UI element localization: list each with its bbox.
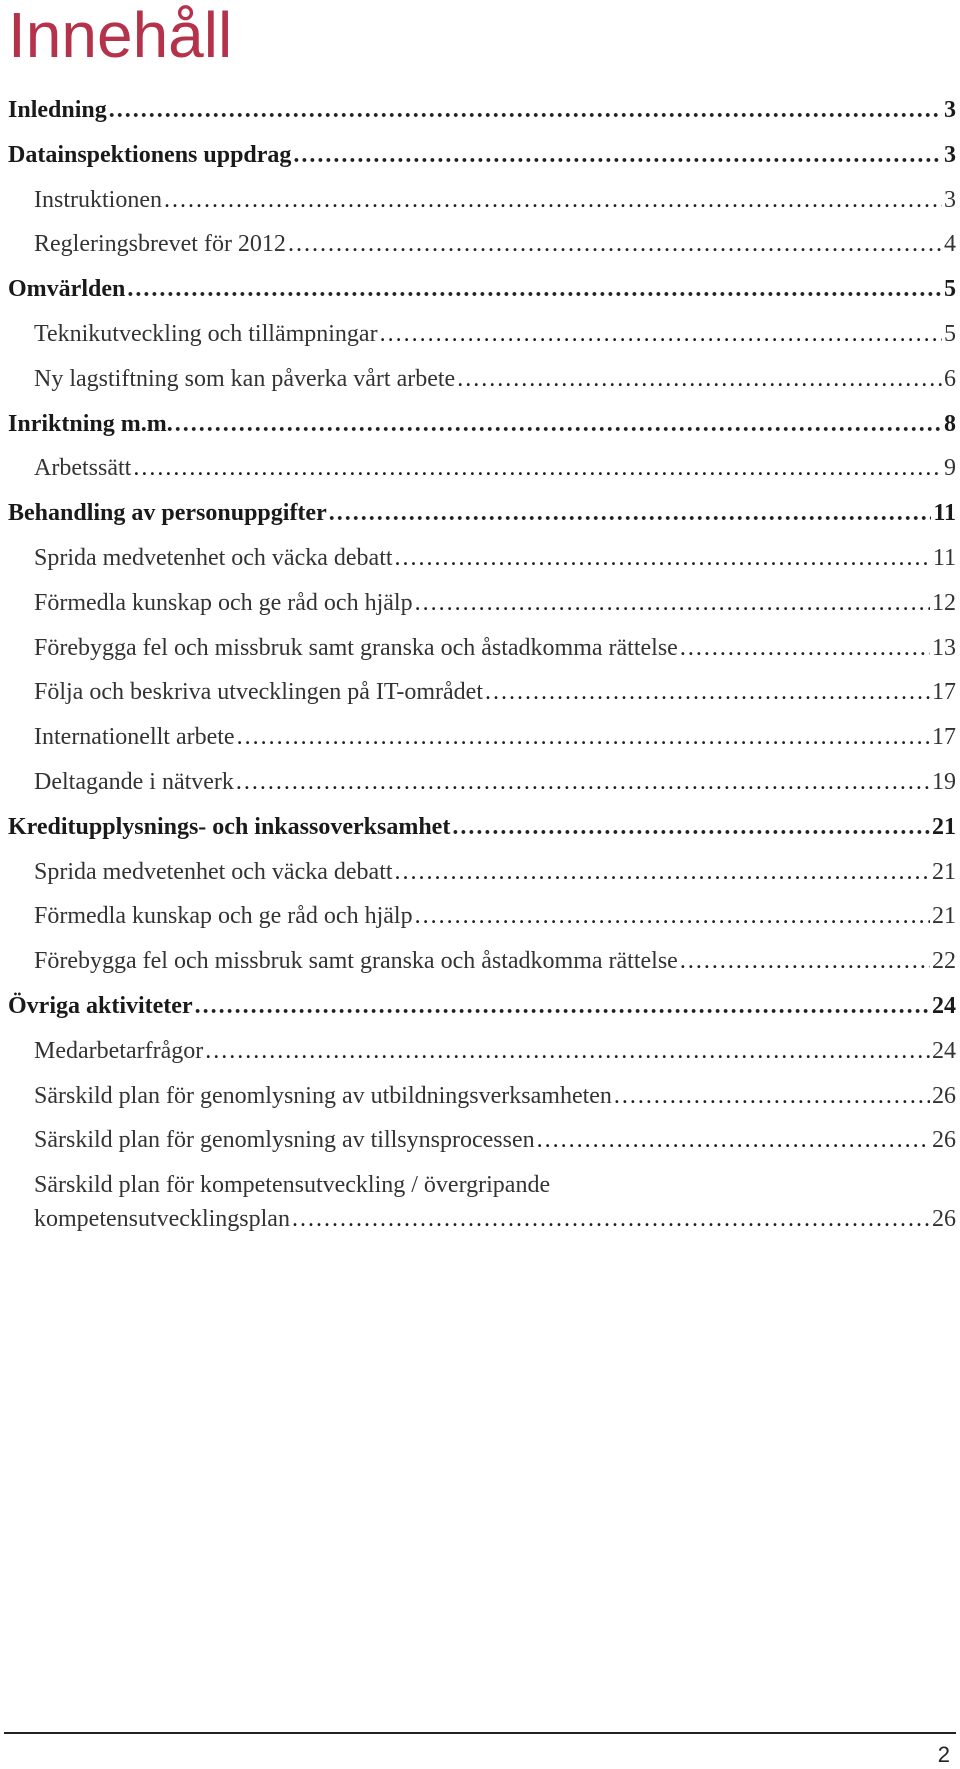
toc-entry-page: 3: [944, 186, 956, 213]
toc-dot-leader: [485, 676, 930, 708]
toc-entry-title: Regleringsbrevet för 2012: [34, 231, 286, 258]
toc-entry-page: 26: [932, 1127, 956, 1154]
toc-subsection-entry[interactable]: [8, 1035, 956, 1067]
toc-dot-leader: [329, 497, 932, 529]
toc-dot-leader: [236, 766, 930, 798]
toc-section-entry[interactable]: [8, 811, 956, 843]
toc-subsection-entry[interactable]: [8, 318, 956, 350]
toc-subsection-entry[interactable]: [8, 900, 956, 932]
toc-entry-title: Arbetssätt: [34, 455, 132, 482]
toc-subsection-entry[interactable]: [8, 452, 956, 484]
toc-entry-page: 8: [944, 410, 956, 437]
toc-entry-page: 4: [944, 231, 956, 258]
toc-entry-title: Datainspektionens uppdrag: [8, 141, 292, 168]
toc-dot-leader: [127, 273, 942, 305]
toc-entry-page: 21: [932, 813, 956, 840]
toc-entry-title: Medarbetarfrågor: [34, 1037, 204, 1064]
toc-subsection-entry[interactable]: [8, 184, 956, 216]
toc-subsection-entry[interactable]: [8, 1080, 956, 1112]
toc-dot-leader: [292, 1203, 930, 1235]
toc-entry-page: 21: [932, 903, 956, 930]
toc-dot-leader: [452, 811, 930, 843]
toc-section-entry[interactable]: [8, 497, 956, 529]
page-number: 2: [937, 1742, 950, 1767]
toc-subsection-entry[interactable]: [8, 542, 956, 574]
toc-entry-title: Ny lagstiftning som kan påverka vårt arbete: [34, 365, 456, 392]
toc-entry-title: Behandling av personuppgifter: [8, 500, 327, 527]
toc-entry-page: 9: [944, 455, 956, 482]
toc-entry-page: 13: [932, 634, 956, 661]
toc-dot-leader: [175, 408, 942, 440]
toc-dot-leader: [109, 94, 942, 126]
toc-entry-title-line1[interactable]: Särskild plan för kompetensutveckling / övergripande: [34, 1172, 551, 1199]
toc-dot-leader: [415, 900, 930, 932]
toc-entry-title: Förebygga fel och missbruk samt granska och åstadkomma rättelse: [34, 948, 678, 975]
toc-entry-page: 5: [944, 276, 956, 303]
toc-subsection-entry[interactable]: [8, 632, 956, 664]
toc-dot-leader: [395, 542, 931, 574]
toc-entry-title: Förebygga fel och missbruk samt granska och åstadkomma rättelse: [34, 634, 678, 661]
toc-entry-page: 17: [932, 724, 956, 751]
toc-entry-page: 3: [944, 141, 956, 168]
toc-entry-page: 11: [933, 500, 956, 527]
toc-dot-leader: [415, 587, 930, 619]
toc-entry-page: 6: [944, 365, 956, 392]
toc-section-entry[interactable]: [8, 408, 956, 440]
toc-dot-leader: [537, 1124, 930, 1156]
toc-entry-title: Internationellt arbete: [34, 724, 235, 751]
toc-entry-title: Deltagande i nätverk: [34, 769, 234, 795]
toc-entry-title: Inriktning m.m.: [8, 410, 173, 437]
toc-subsection-entry[interactable]: [8, 856, 956, 888]
toc-subsection-entry[interactable]: [8, 1203, 956, 1235]
toc-entry-page: 22: [932, 948, 956, 975]
toc-entry-title: Sprida medvetenhet och väcka debatt: [34, 545, 393, 571]
toc-entry-page: 11: [932, 545, 956, 571]
toc-subsection-entry[interactable]: [8, 228, 956, 260]
toc-entry-page: 5: [944, 321, 956, 347]
toc-entry-title: Omvärlden: [8, 276, 126, 303]
toc-entry-page: 21: [932, 858, 956, 885]
toc-section-entry[interactable]: [8, 273, 956, 305]
toc-section-entry[interactable]: [8, 990, 956, 1022]
footer-rule: [4, 1732, 956, 1734]
toc-subsection-entry[interactable]: [8, 1124, 956, 1156]
toc-subsection-entry[interactable]: [8, 945, 956, 977]
toc-dot-leader: [164, 184, 942, 216]
toc-dot-leader: [195, 990, 930, 1022]
toc-section-entry[interactable]: [8, 139, 956, 171]
toc-entry-page: 24: [932, 993, 956, 1019]
toc-subsection-entry[interactable]: [8, 676, 956, 708]
toc-section-entry[interactable]: [8, 94, 956, 126]
toc-entry-title: Sprida medvetenhet och väcka debatt: [34, 858, 393, 885]
toc-subsection-entry[interactable]: [8, 766, 956, 798]
toc-dot-leader: [237, 721, 930, 753]
toc-entry-page: 17: [932, 679, 956, 706]
page-title: Innehåll: [8, 0, 233, 71]
toc-entry-title: Inledning: [8, 97, 107, 123]
toc-dot-leader: [293, 139, 942, 171]
toc-dot-leader: [395, 856, 930, 888]
toc-entry-title: Övriga aktiviteter: [8, 993, 193, 1019]
toc-entry-page: 24: [932, 1037, 956, 1064]
toc-dot-leader: [614, 1080, 930, 1112]
toc-entry-page: 12: [932, 589, 956, 616]
toc-dot-leader: [288, 228, 942, 260]
toc-dot-leader: [680, 945, 930, 977]
toc-entry-title: Teknikutveckling och tillämpningar: [34, 321, 378, 347]
toc-entry-page: 26: [932, 1082, 956, 1109]
toc-entry-page: 19: [932, 769, 956, 795]
toc-subsection-entry[interactable]: [8, 721, 956, 753]
toc-dot-leader: [380, 318, 942, 350]
toc-entry-title: Följa och beskriva utvecklingen på IT-området: [34, 679, 483, 706]
toc-entry-title-line2: kompetensutvecklingsplan: [34, 1206, 290, 1233]
toc-entry-title: Särskild plan för genomlysning av tillsynsprocessen: [34, 1127, 535, 1154]
toc-entry-title: Kreditupplysnings- och inkassoverksamhet: [8, 813, 451, 840]
toc-dot-leader: [680, 632, 930, 664]
toc-entry-title: Särskild plan för genomlysning av utbildningsverksamheten: [34, 1082, 612, 1109]
toc-subsection-entry[interactable]: [8, 587, 956, 619]
toc-entry-page: 26: [932, 1206, 956, 1233]
toc-subsection-entry[interactable]: [8, 363, 956, 395]
toc-entry-title: Förmedla kunskap och ge råd och hjälp: [34, 589, 413, 616]
toc-entry-title: Instruktionen: [34, 186, 162, 213]
toc-dot-leader: [457, 363, 942, 395]
toc-dot-leader: [205, 1035, 930, 1067]
toc-entry-page: 3: [944, 97, 956, 123]
toc-dot-leader: [133, 452, 942, 484]
toc-entry-title: Förmedla kunskap och ge råd och hjälp: [34, 903, 413, 930]
